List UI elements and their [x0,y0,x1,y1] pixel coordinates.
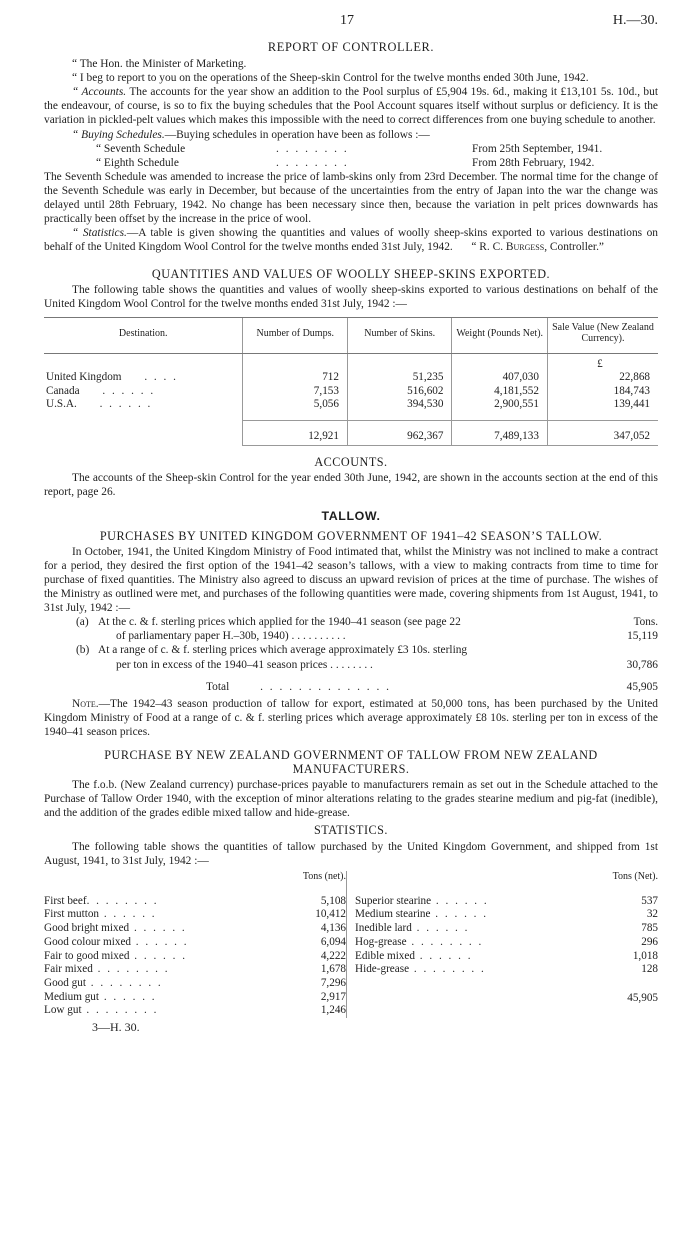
controller-signature: “ R. C. Burgess, Controller.” [471,241,604,254]
nz-purchase-heading: PURCHASE BY NEW ZEALAND GOVERNMENT OF TALLOW FROM NEW ZEALAND MANUFACTURERS. [104,747,598,777]
table-row: Medium stearine . . . . . . 32 [355,908,658,921]
report-title: REPORT OF CONTROLLER. [267,40,435,54]
schedule-row: “ Eighth Schedule . . . . . . . . From 28th February, 1942. [96,156,595,169]
column-header: Sale Value (New Zealand Currency). [547,317,658,353]
table-row: Low gut . . . . . . . . 1,246 [44,1004,346,1017]
buying-schedules-paragraph: “ Buying Schedules.—Buying schedules in operation have been as follows :— [72,128,430,141]
table-total-row: 12,921 962,367 7,489,133 347,052 [44,420,658,446]
table-row: First beef. . . . . . . . 5,108 [44,894,346,907]
table-row: United Kingdom . . . . 712 51,235 407,030 22,868 [44,371,658,385]
tons-label: Tons. [633,616,658,629]
schedule-amendment-paragraph: The Seventh Schedule was amended to increase the price of lamb-skins only from 23rd December. The normal time for the change of the Seventh Schedule was early in December, but because of the uncertainties from the entry of Japan into the war the change was delayed until 28th February, 1942. No change has been necessary since then, because the variation in pelt prices downwards has practically been offset by the increase in the price of wool. [44,170,658,226]
woolly-skins-table [44,317,658,447]
statistics-total: 45,905 [627,991,658,1004]
table-row: Hog-grease . . . . . . . . 296 [355,935,658,948]
statistics-paragraph: “ Statistics.—A table is given showing the quantities and values of woolly sheep-skins exported to various destinations on behalf of the United Kingdom Wool Control for the twelve months ended 31st July, 1942. [44,227,659,254]
accounts-heading: ACCOUNTS. [314,455,388,470]
statistics-intro: The following table shows the quantities of tallow purchased by the United Kingdom Government, and shipped from 1st August, 1941, to 31st July, 1942 :— [44,840,658,867]
table-row: Good gut . . . . . . . . 7,296 [44,976,346,989]
woolly-table-title: QUANTITIES AND VALUES OF WOOLLY SHEEP-SKINS EXPORTED. [151,266,551,281]
purchase-item: (a) At the c. & f. sterling prices which applied for the 1940–41 season (see page 22 of parliamentary paper H.–30b, 1940) . . . . . . . . . . Tons. 15,119 [76,616,658,643]
column-header: Tons (net). [302,870,346,882]
purchase-item: (b) At a range of c. & f. sterling prices which average approximately £3 10s. sterling per ton in excess of the 1940–41 season prices . . . . . . . . 30,786 [76,644,658,671]
column-header: Number of Skins. [347,317,452,353]
nz-purchase-text: The f.o.b. (New Zealand currency) purchase-prices payable to manufacturers remain as set out in the Schedule attached to the Purchase of Tallow Order 1940, with the exception of minor alterations relating to the grades stearine medium and pig-fat (inedible), and the addition of the grades edible mixed tallow and hide-grease. [44,779,658,820]
buying-schedules-label: “ Buying Schedules. [72,128,165,141]
table-row: First mutton . . . . . . 10,412 [44,908,346,921]
accounts-label: “ Accounts. [72,86,127,99]
table-row: Edible mixed . . . . . . 1,018 [355,949,658,962]
table-row: Good bright mixed . . . . . . 4,136 [44,922,346,935]
table-row: U.S.A. . . . . . . 5,056 394,530 2,900,551 139,441 [44,398,658,412]
statistics-label: “ Statistics. [72,227,127,240]
statistics-heading: STATISTICS. [314,823,388,838]
column-header: Tons (Net). [612,870,658,882]
report-paragraph: “ I beg to report to you on the operations of the Sheep-skin Control for the twelve months ended 30th June, 1942. [72,72,589,85]
tallow-statistics-table [44,871,658,1018]
column-header: Number of Dumps. [243,317,348,353]
uk-purchases-heading: PURCHASES BY UNITED KINGDOM GOVERNMENT OF 1941–42 SEASON’S TALLOW. [99,528,603,543]
page-header [44,14,658,38]
uk-purchases-text: In October, 1941, the United Kingdom Ministry of Food intimated that, whilst the Ministry was not inclined to make a contract for a period, they desired the first option of the 1941–42 season’s tallows, with a view to making contracts from time to time for purchase of fixed quantities. The Ministry also agreed to discuss an upward revision of prices at the time of purchase. The wishes of the Ministry as outlined were met, and purchases of the following quantities were made, covering shipments from 1st August, 1941, to 31st July, 1942 :— [44,545,658,615]
currency-row [44,353,658,371]
page-number: 17 [340,13,354,28]
column-header: Destination. [44,317,243,353]
table-row: Inedible lard . . . . . . 785 [355,922,658,935]
page-footer-signature: 3—H. 30. [92,1020,140,1035]
table-row: Hide-grease . . . . . . . . 128 [355,963,658,976]
table-row: Canada . . . . . . 7,153 516,602 4,181,552 184,743 [44,385,658,399]
woolly-table-intro: The following table shows the quantities and values of woolly sheep-skins exported to various destinations on behalf of the United Kingdom Wool Control for the twelve months ended 31st July, 1942 :— [44,283,658,310]
table-row: Good colour mixed . . . . . . 6,094 [44,935,346,948]
table-row: Medium gut . . . . . . 2,917 [44,990,346,1003]
column-header: Weight (Pounds Net). [452,317,547,353]
table-row: Fair mixed . . . . . . . . 1,678 [44,963,346,976]
accounts-text: The accounts of the Sheep-skin Control for the year ended 30th June, 1942, are shown in the accounts section at the end of this report, page 26. [44,472,658,499]
schedule-row: “ Seventh Schedule . . . . . . . . From 25th September, 1941. [96,142,603,155]
currency-symbol: £ [547,353,658,371]
accounts-paragraph: “ Accounts. The accounts for the year show an addition to the Pool surplus of £5,904 19s. 6d., making it £13,101 5s. 10d., but the endeavour, of course, is so to fix the buying schedules that the Pool Account squares itself without surplus or deficiency. It is the variation in pickled-pelt values which makes this impossible with the need to correct differences from one buying schedule to another. [44,86,658,127]
tallow-note: Note.—The 1942–43 season production of tallow for export, estimated at 50,000 tons, has been purchased by the United Kingdom Ministry of Food at a range of c. & f. sterling prices which average approximately £8 10s. sterling per ton in excess of the 1940–41 season prices. [44,697,658,738]
table-row: Superior stearine . . . . . . 537 [355,894,658,907]
tallow-heading: TALLOW. [321,508,381,523]
purchase-total-row: Total . . . . . . . . . . . . . . 45,905 [206,680,658,693]
table-header-row [44,317,658,353]
table-row: Fair to good mixed . . . . . . 4,222 [44,949,346,962]
document-reference: H.—30. [612,13,658,28]
report-salutation: “ The Hon. the Minister of Marketing. [72,58,247,71]
